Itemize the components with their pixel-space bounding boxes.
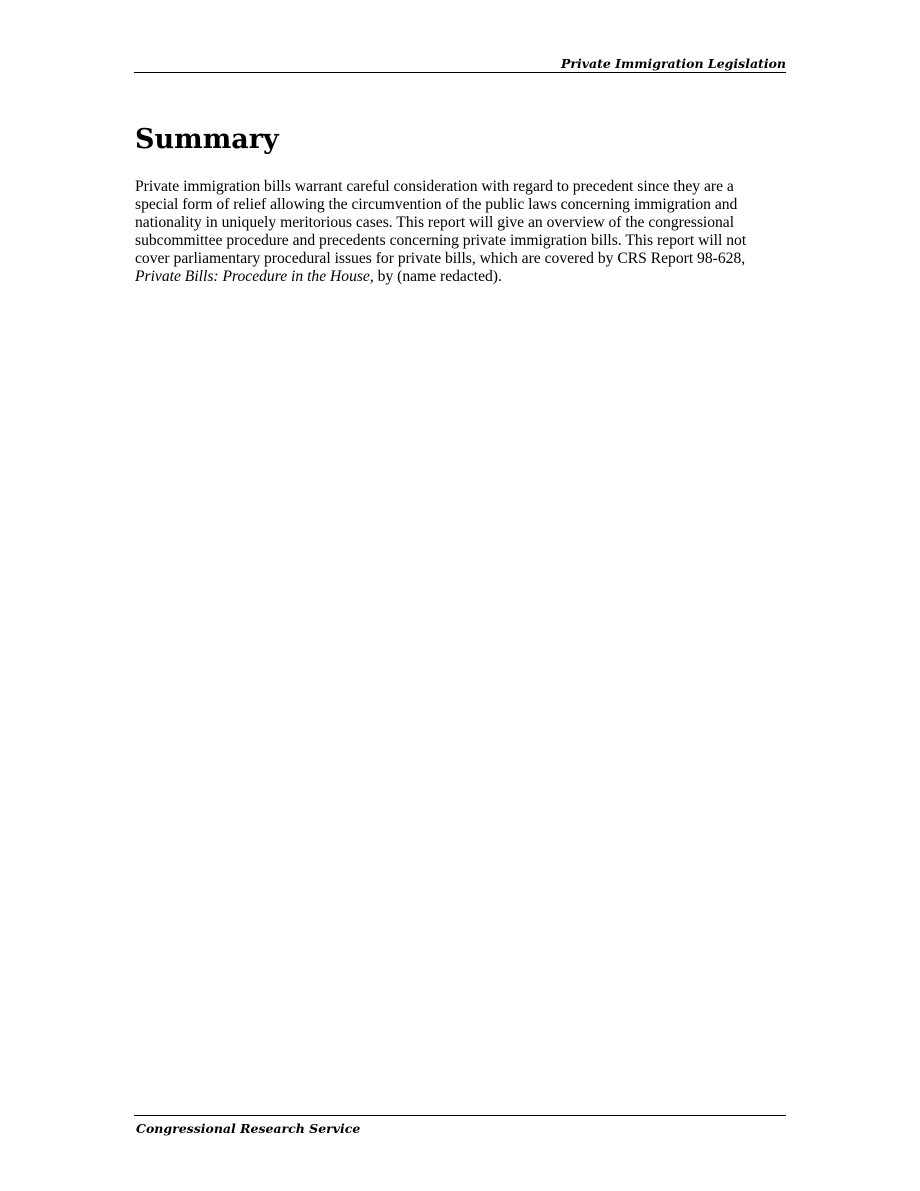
summary-line: subcommittee procedure and precedents concerning private immigration bills. This report will not xyxy=(135,232,747,249)
summary-paragraph xyxy=(135,178,791,286)
summary-line: special form of relief allowing the circumvention of the public laws concerning immigration and xyxy=(135,196,738,213)
cited-report-title: Private Bills: Procedure in the House xyxy=(135,268,370,285)
summary-line: Private immigration bills warrant careful consideration with regard to precedent since they are a xyxy=(135,178,734,195)
cited-report-author: , by (name redacted). xyxy=(369,268,502,285)
summary-line: cover parliamentary procedural issues for private bills, which are covered by CRS Report 98-628, xyxy=(135,250,746,267)
summary-line-final xyxy=(135,268,791,286)
footer-organization: Congressional Research Service xyxy=(136,1121,361,1136)
section-heading: Summary xyxy=(135,124,279,155)
running-header xyxy=(134,54,786,73)
running-footer xyxy=(134,1115,786,1136)
summary-line: nationality in uniquely meritorious cases. This report will give an overview of the congressional xyxy=(135,214,735,231)
running-header-title: Private Immigration Legislation xyxy=(560,56,786,71)
